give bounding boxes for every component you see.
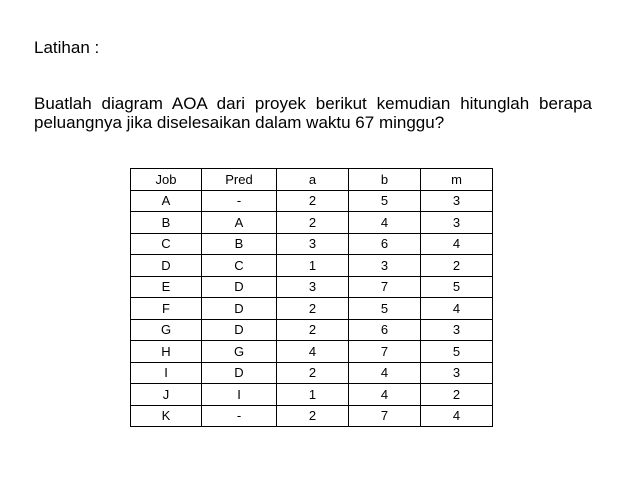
question-text: Buatlah diagram AOA dari proyek berikut kemudian hitunglah berapa peluangnya jika diselesaikan dalam waktu 67 minggu? [34, 94, 592, 132]
cell-m: 3 [421, 212, 493, 234]
cell-m: 4 [421, 233, 493, 255]
cell-pred: A [202, 212, 277, 234]
table-row [131, 319, 493, 341]
table-row [131, 384, 493, 406]
cell-b: 7 [349, 341, 421, 363]
cell-b: 5 [349, 298, 421, 320]
cell-a: 2 [277, 405, 349, 427]
cell-b: 4 [349, 362, 421, 384]
cell-pred: - [202, 190, 277, 212]
table-header-row [131, 169, 493, 191]
cell-pred: G [202, 341, 277, 363]
cell-b: 7 [349, 276, 421, 298]
cell-m: 3 [421, 319, 493, 341]
cell-job: E [131, 276, 202, 298]
cell-b: 3 [349, 255, 421, 277]
cell-job: B [131, 212, 202, 234]
cell-b: 7 [349, 405, 421, 427]
cell-b: 4 [349, 212, 421, 234]
header-m: m [421, 169, 493, 191]
cell-pred: B [202, 233, 277, 255]
slide-heading: Latihan : [34, 38, 100, 57]
cell-a: 4 [277, 341, 349, 363]
cell-b: 6 [349, 319, 421, 341]
cell-m: 2 [421, 384, 493, 406]
cell-job: K [131, 405, 202, 427]
cell-b: 5 [349, 190, 421, 212]
table-row [131, 233, 493, 255]
table-row [131, 405, 493, 427]
cell-a: 1 [277, 255, 349, 277]
table-row [131, 212, 493, 234]
header-pred: Pred [202, 169, 277, 191]
cell-pred: I [202, 384, 277, 406]
header-a: a [277, 169, 349, 191]
cell-a: 2 [277, 190, 349, 212]
cell-m: 3 [421, 362, 493, 384]
cell-a: 2 [277, 362, 349, 384]
cell-job: I [131, 362, 202, 384]
cell-m: 3 [421, 190, 493, 212]
cell-pred: D [202, 319, 277, 341]
cell-a: 1 [277, 384, 349, 406]
job-table [130, 168, 493, 427]
table-row [131, 362, 493, 384]
cell-pred: - [202, 405, 277, 427]
table-row [131, 298, 493, 320]
cell-pred: D [202, 362, 277, 384]
cell-m: 5 [421, 276, 493, 298]
table-row [131, 255, 493, 277]
table-row [131, 190, 493, 212]
header-b: b [349, 169, 421, 191]
table-row [131, 341, 493, 363]
cell-m: 5 [421, 341, 493, 363]
cell-pred: D [202, 276, 277, 298]
cell-a: 2 [277, 298, 349, 320]
cell-job: F [131, 298, 202, 320]
cell-job: A [131, 190, 202, 212]
cell-b: 6 [349, 233, 421, 255]
cell-job: D [131, 255, 202, 277]
cell-pred: C [202, 255, 277, 277]
cell-m: 4 [421, 405, 493, 427]
cell-a: 2 [277, 319, 349, 341]
cell-job: C [131, 233, 202, 255]
cell-job: J [131, 384, 202, 406]
cell-job: G [131, 319, 202, 341]
cell-job: H [131, 341, 202, 363]
header-job: Job [131, 169, 202, 191]
cell-a: 3 [277, 276, 349, 298]
cell-a: 2 [277, 212, 349, 234]
cell-m: 4 [421, 298, 493, 320]
cell-b: 4 [349, 384, 421, 406]
cell-a: 3 [277, 233, 349, 255]
table-row [131, 276, 493, 298]
cell-m: 2 [421, 255, 493, 277]
cell-pred: D [202, 298, 277, 320]
